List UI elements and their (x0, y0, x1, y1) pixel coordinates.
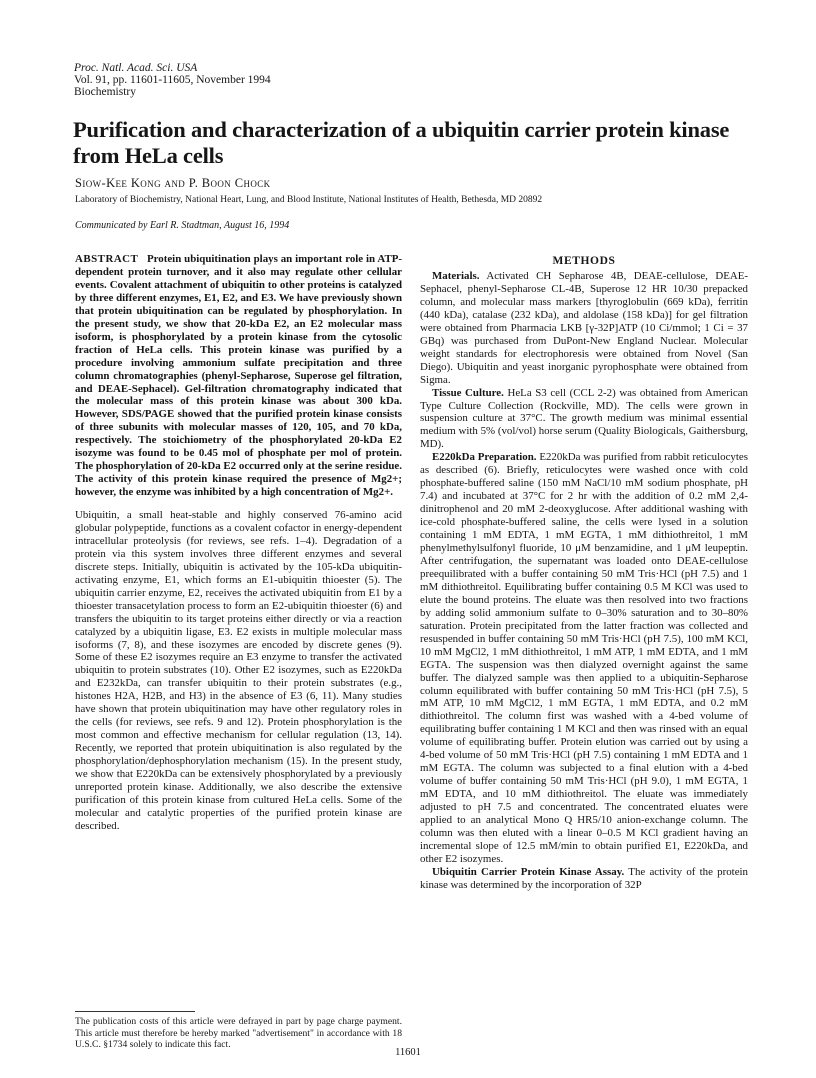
methods-section (420, 270, 748, 892)
tissue-culture-paragraph: Tissue Culture. HeLa S3 cell (CCL 2-2) was obtained from American Type Culture Collection (Rockville, MD). The cells were grown in suspension culture at 37°C. The growth medium was minimal essential medium with 5% (vol/vol) horse serum (Quality Biologicals, Gaithersburg, MD). (420, 386, 748, 451)
introduction (75, 509, 402, 833)
e2-preparation-paragraph: E220kDa Preparation. E220kDa was purified from rabbit reticulocytes as described (6). Briefly, reticulocytes were washed once with cold phosphate-buffered saline (150 mM NaCl/10 mM sodium phosphate, pH 7.4) and incubated at 37°C for 2 hr with the addition of 0.2 mM 2,4-dinitrophenol and 20 mM 2-deoxyglucose. After additional washing with ice-cold phosphate-buffered saline, the cells were lysed in a solution containing 1 mM EDTA, 1 mM EGTA, 1 mM dithiothreitol, 1 mM phenylmethylsulfonyl fluoride, 10 μM benzamidine, and 1 μM leupeptin. After centrifugation, the supernatant was loaded onto DEAE-cellulose preequilibrated with a buffer containing 50 mM Tris·HCl (pH 7.5) and 1 mM dithiothreitol. Equilibrating buffer containing 0.5 M KCl was used to elute the bound proteins. The eluate was then resolved into two fractions by adding solid ammonium sulfate to 0–30% saturation and to 30–80% saturation. Protein precipitated from the latter fraction was collected and resuspended in buffer containing 50 mM Tris·HCl (pH 7.5), 100 mM KCl, 10 mM MgCl2, 1 mM dithiothreitol, 1 mM ATP, 1 mM EDTA, and 1 mM EGTA. The suspension was then dialyzed overnight against the same buffer. The dialyzed sample was then applied to a ubiquitin-Sepharose column equilibrated with buffer containing 50 mM Tris·HCl (pH 7.5), 5 mM ATP, 10 mM MgCl2, 1 mM EGTA, 1 mM EDTA, and 0.2 mM dithiothreitol. The column first was washed with a 4-bed volume of equilibrating buffer containing 1 M KCl and then was rinsed with an equal volume of equilibrating buffer. Protein elution was carried out by using a 4-bed volume of 50 mM Tris·HCl (pH 7.5) containing 1 mM EDTA and 1 mM EGTA. The column was subjected to a final elution with a 4-bed volume of buffer containing 50 mM Tris·HCl (pH 9.0), 1 mM EGTA, 1 mM EDTA, and 10 mM dithiothreitol. The eluate was immediately adjusted to pH 7.5 and concentrated. The concentrated eluates were applied to an analytical Mono Q HR5/10 anion-exchange column. The column was then eluted with a linear 0–0.5 M KCl gradient having an incremental slope of 12.5 mM/min to obtain purified E1, E220kDa, and other E2 isozymes. (420, 451, 748, 865)
affiliation: Laboratory of Biochemistry, National Heart, Lung, and Blood Institute, National Institutes of Health, Bethesda, MD 20892 (75, 195, 543, 205)
article-title: Purification and characterization of a ubiquitin carrier protein kinase from HeLa cells (73, 117, 730, 168)
footnote: The publication costs of this article were defrayed in part by page charge payment. This article must therefore be hereby marked "advertisement" in accordance with 18 U.S.C. §1734 solely to indicate this fact. (75, 1016, 402, 1051)
footnote-divider (75, 1011, 195, 1012)
kinase-assay-paragraph: Ubiquitin Carrier Protein Kinase Assay. The activity of the protein kinase was determined by the incorporation of 32P (420, 865, 748, 891)
methods-heading: METHODS (552, 255, 616, 267)
communicated-by: Communicated by Earl R. Stadtman, August 16, 1994 (75, 220, 290, 231)
abstract-label: ABSTRACT (75, 253, 139, 265)
page-number: 11601 (395, 1047, 421, 1058)
journal-name: Proc. Natl. Acad. Sci. USA (74, 62, 198, 74)
abstract (75, 253, 402, 499)
abstract-text: Protein ubiquitination plays an important role in ATP-dependent protein turnover, and it also may regulate other cellular events. Covalent attachment of ubiquitin to other proteins is catalyzed by three different enzymes, E1, E2, and E3. We have previously shown that protein ubiquitination can be regulated by phosphorylation. In the present study, we show that 20-kDa E2, an E2 molecular mass isoform, is phosphorylated by a protein kinase from the cytosolic fraction of HeLa cells. This protein kinase was purified by a procedure involving ammonium sulfate precipitation and three column chromatographies (phenyl-Sepharose, Superose gel filtration, and DEAE-Sephacel). Gel-filtration chromatography indicated that the molecular mass of this protein kinase was about 300 kDa. However, SDS/PAGE showed that the purified protein kinase consists of three subunits with molecular masses of 120, 105, and 70 kDa, respectively. The stoichiometry of the phosphorylated 20-kDa E2 isozyme was found to be 0.45 mol of phosphate per mol of protein. The phosphorylation of 20-kDa E2 occurred only at the serine residue. The activity of this protein kinase required the presence of Mg2+; however, the enzyme was inhibited by a high concentration of Mg2+. (75, 253, 402, 499)
intro-paragraph: Ubiquitin, a small heat-stable and highly conserved 76-amino acid globular polypeptide, functions as a covalent cofactor in energy-dependent intracellular proteolysis (for reviews, see refs. 1–4). Degradation of a protein via this system involves three different enzymes and several discrete steps. Initially, ubiquitin is activated by the 105-kDa ubiquitin-activating enzyme, E1, which forms an E1-ubiquitin thioester (5). The ubiquitin carrier enzyme, E2, receives the activated ubiquitin from E1 by a thioester transacetylation process to form an E2-ubiquitin thioester (6) and transfers the ubiquitin to its target proteins either directly or via a reaction catalyzed by a ubiquitin ligase, E3. E2 exists in multiple molecular mass isoforms (7, 8), and these isozymes are encoded by discrete genes (9). Some of these E2 isozymes require an E3 enzyme to transfer the activated ubiquitin to protein substrates (10). Other E2 isozymes, such as E220kDa and E232kDa, can transfer ubiquitin to their protein substrates (e.g., histones H2A, H2B, and H3) in the absence of E3 (6, 11). Many studies have shown that protein ubiquitination may have other regulatory roles in the cells (for reviews, see refs. 9 and 12). Protein phosphorylation is the most common and effective mechanism for cellular regulation (13, 14). Recently, we reported that protein ubiquitination is also regulated by the phosphorylation/dephosphorylation mechanism (15). In the present study, we show that E220kDa can be extensively phosphorylated by a previously unreported protein kinase. Additionally, we also describe the extensive purification of this protein kinase from cultured HeLa cells. Some of the molecular and catalytic properties of the purified protein kinase are described. (75, 509, 402, 832)
materials-paragraph: Materials. Activated CH Sepharose 4B, DEAE-cellulose, DEAE-Sephacel, phenyl-Sepharose CL-4B, Superose 12 HR 10/30 prepacked column, and molecular mass markers [thyroglobulin (669 kDa), ferritin (440 kDa), catalase (232 kDa), and aldolase (158 kDa)] for gel filtration were obtained from Pharmacia LKB [γ-32P]ATP (10 Ci/mmol; 1 Ci = 37 GBq) was purchased from DuPont-New England Nuclear. Molecular weight standards for electrophoresis were obtained from Novel (San Diego). Ubiquitin and yeast inorganic pyrophosphate were obtained from Sigma. (420, 270, 748, 386)
authors: Siow-Kee Kong and P. Boon Chock (75, 176, 271, 190)
volume-info: Vol. 91, pp. 11601-11605, November 1994 (74, 74, 271, 86)
section-label: Biochemistry (74, 86, 136, 98)
